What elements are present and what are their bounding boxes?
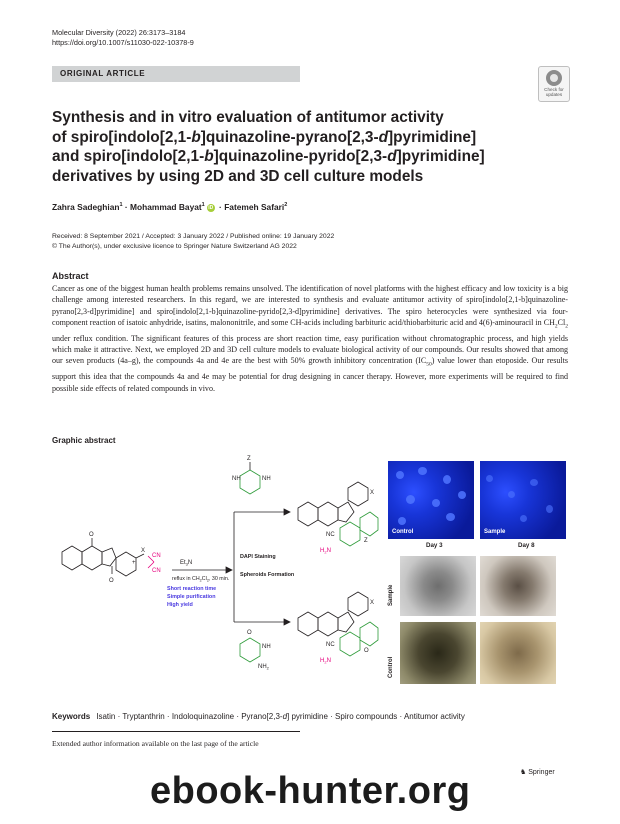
title-line-1: Synthesis and in vitro evaluation of antitumor activity <box>52 109 444 126</box>
publisher-name: Springer <box>528 769 555 776</box>
ring <box>348 592 368 616</box>
graphic-abstract-scheme <box>52 452 380 700</box>
sample-spheroid-day8 <box>480 556 556 616</box>
ring <box>240 638 260 662</box>
abstract-part: ) value lower than etoposide. Our results support this idea that the compounds 4a and 4e may be potential for drug designing in cancer therapy. However, more experiments will be required to find possible side effects of related compounds in vivo. <box>52 356 568 393</box>
atom-label: NC <box>326 642 335 648</box>
ring <box>348 482 368 506</box>
article-title <box>52 108 552 186</box>
author-name[interactable]: Zahra Sadeghian <box>52 202 120 212</box>
formula-part: Cl <box>557 317 566 327</box>
atom-label: Z <box>364 538 368 544</box>
article-type-banner: ORIGINAL ARTICLE <box>52 66 300 82</box>
author-name[interactable]: Mohammad Bayat <box>130 202 202 212</box>
atom-label: O <box>364 648 369 654</box>
control-spheroid-day3 <box>400 622 476 684</box>
ring <box>360 622 378 646</box>
row-label: Sample <box>388 584 394 606</box>
plus-sign: + <box>132 560 136 566</box>
dates-line: Received: 8 September 2021 / Accepted: 3 January 2022 / Published online: 19 January 2022 <box>52 233 335 240</box>
publication-dates <box>52 232 334 251</box>
check-updates-line1: Check for <box>544 87 564 92</box>
formula-sub: 2 <box>554 323 558 330</box>
ring <box>240 470 260 494</box>
journal-header <box>52 28 194 48</box>
author-name[interactable]: Fatemeh Safari <box>224 202 285 212</box>
title-italic: d <box>378 128 389 146</box>
keywords-list: Isatin · Tryptanthrin · Indoloquinazoline · Pyrano[2,3- <box>96 712 283 721</box>
ring <box>82 546 102 570</box>
journal-citation: Molecular Diversity (2022) 26:3173–3184 <box>52 28 186 37</box>
atom-label: O <box>109 578 114 584</box>
copyright-line: © The Author(s), under exclusive licence to Springer Nature Switzerland AG 2022 <box>52 242 297 250</box>
title-part: ]quinazoline-pyrido[2,3- <box>213 148 388 165</box>
doi-link[interactable]: https://doi.org/10.1007/s11030-022-10378-9 <box>52 38 194 47</box>
keywords-label: Keywords <box>52 712 91 721</box>
atom-label: O <box>89 532 94 538</box>
atom-label: X <box>370 600 375 606</box>
process-label: Spheroids Formation <box>240 572 295 578</box>
ring <box>318 612 338 636</box>
feature-label: Simple purification <box>167 594 216 600</box>
sample-dapi-image <box>480 461 566 539</box>
day-label: Day 8 <box>518 542 535 549</box>
ring <box>360 512 378 536</box>
abstract-part: Cancer as one of the biggest human health problems remains unsolved. The identification of novel platforms with the highest efficacy and low toxicity is a big challenge among interested researchers. In this regard, we are interested to synthesis and evaluate antitumor activity of spiro[indolo[2,1-b]quinazoline-pyrano[2,3-d]pyrimidine] and spiro[indolo[2,1-b]quinazoline-pyrido[2,3-d]pyrimidine] derivatives. The spiro heterocycles were synthesized via four-component reaction of isatoic anhydride, isatins, malononitrile, and some CH-acids including barbituric acid/thiobarbituric acid and 4(6)-aminouracil in <box>52 284 568 327</box>
title-italic: b <box>191 128 201 146</box>
footnote-rule <box>52 731 300 732</box>
atom-label: X <box>370 490 375 496</box>
atom-label: CN <box>152 568 161 574</box>
keywords-italic: d <box>282 712 288 721</box>
author-list <box>52 202 287 212</box>
image-label: Control <box>392 529 414 535</box>
ring <box>62 546 82 570</box>
ring <box>340 522 360 546</box>
ring <box>338 612 354 632</box>
orcid-icon[interactable]: iD <box>208 204 214 211</box>
title-part: ]quinazoline-pyrano[2,3- <box>200 128 379 146</box>
title-part: ]pyrimidine] <box>388 128 477 146</box>
title-part: of spiro[indolo[2,1- <box>52 128 192 146</box>
title-part: ]pyrimidine] <box>396 148 485 165</box>
process-label: DAPI Staining <box>240 554 276 560</box>
atom-label: NH <box>262 476 271 482</box>
atom-label: $NH_2$ <box>258 664 269 671</box>
condition-label: reflux in $CH_2Cl_2$, 30 min. <box>172 576 230 583</box>
abstract-heading: Abstract <box>52 271 89 281</box>
author-separator: · <box>216 202 225 212</box>
feature-label: High yield <box>167 602 193 608</box>
check-updates-line2: updates <box>545 92 563 97</box>
control-dapi-image <box>388 461 474 539</box>
check-for-updates-button[interactable] <box>538 66 570 102</box>
atom-label: Z <box>247 456 251 462</box>
title-italic: d <box>387 148 397 165</box>
affiliation-sup: 1 <box>201 202 205 209</box>
atom-label: CN <box>152 553 161 559</box>
atom-label: $H_2N$ <box>320 548 331 555</box>
affiliation-sup: 2 <box>284 202 288 209</box>
reagent-label: $Et_3N$ <box>180 560 193 567</box>
publisher-logo <box>520 768 555 776</box>
abstract-text <box>52 283 568 394</box>
check-updates-icon <box>546 70 562 86</box>
formula-sub: 50 <box>426 362 432 368</box>
title-line-4: derivatives by using 2D and 3D cell culture models <box>52 167 424 185</box>
atom-label: X <box>141 548 146 554</box>
affiliation-sup: 1 <box>119 202 123 209</box>
title-line-2 <box>52 128 552 148</box>
title-italic: b <box>204 148 214 165</box>
springer-horse-icon: ♞ <box>520 769 527 776</box>
title-line-3 <box>52 147 552 167</box>
ring <box>102 548 116 566</box>
atom-label: O <box>247 630 252 636</box>
ring <box>340 632 360 656</box>
graphic-abstract-heading: Graphic abstract <box>52 436 116 445</box>
image-label: Sample <box>484 529 506 535</box>
atom-label: NC <box>326 532 335 538</box>
sample-spheroid-day3 <box>400 556 476 616</box>
formula-part: CH <box>543 317 555 327</box>
author-separator: · <box>122 202 130 212</box>
atom-label: NH <box>262 644 271 650</box>
formula-sub: 2 <box>565 323 568 330</box>
keywords-list: ] pyrimidine · Spiro compounds · Antitumor activity <box>287 712 465 721</box>
keywords-line <box>52 712 465 721</box>
control-spheroid-day8 <box>480 622 556 684</box>
day-label: Day 3 <box>426 542 443 549</box>
row-label: Control <box>388 656 394 678</box>
ring <box>338 502 354 522</box>
ring <box>298 502 318 526</box>
atom-label: NH <box>232 476 241 482</box>
atom-label: $H_2N$ <box>320 658 331 665</box>
ring <box>298 612 318 636</box>
abstract-part: under reflux condition. The significant features of this process are short reaction time, easy purification without chromatographic process, and high yields which make it attractive. Next, we employed 2D and 3D cell culture models to evaluate biological activity of our compounds. Our results showed that among our seven products (4a–g), the compounds 4a and 4e are the best with 50% growth inhibitory concentration (IC <box>52 333 568 366</box>
ring <box>318 502 338 526</box>
feature-label: Short reaction time <box>167 586 217 592</box>
footnote: Extended author information available on the last page of the article <box>52 739 259 748</box>
watermark: ebook-hunter.org <box>150 770 471 812</box>
title-part: and spiro[indolo[2,1- <box>52 148 205 165</box>
